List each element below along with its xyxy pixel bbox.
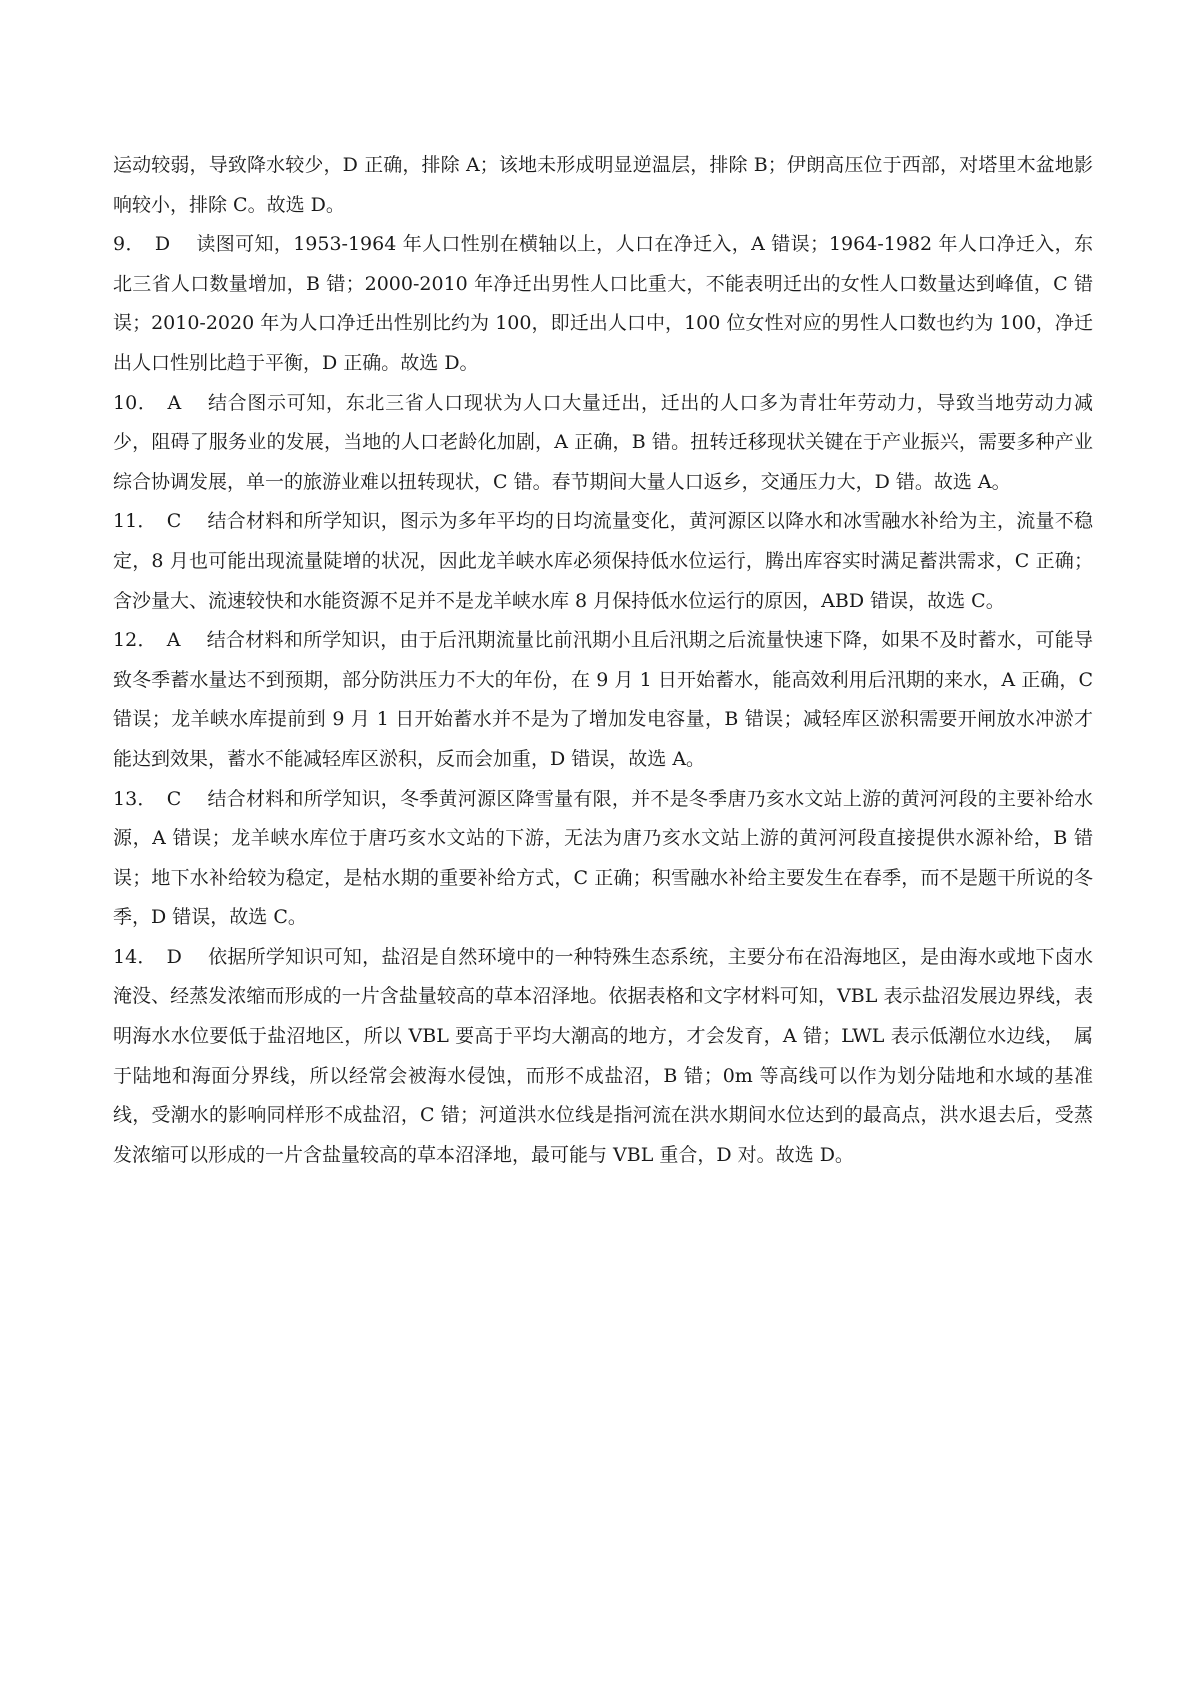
answer-letter: A [166,629,181,652]
answer-paragraph-13 [113,780,1093,938]
question-number: 12． [113,629,157,652]
answer-paragraph-11 [113,502,1093,621]
answer-letter: D [154,233,171,256]
answer-letter: C [166,787,182,810]
paragraph-text: 运动较弱，导致降水较少，D 正确，排除 A；该地未形成明显逆温层，排除 B；伊朗高压位于西部，对塔里木盆地影响较小，排除 C。故选 D。 [113,154,1093,216]
paragraph-continuation [113,146,1093,225]
document-page [113,146,1093,1175]
question-number: 11． [113,510,157,533]
answer-letter: C [166,510,182,533]
question-number: 10． [113,391,158,414]
question-number: 14． [113,945,157,968]
paragraph-text: 结合图示可知，东北三省人口现状为人口大量迁出，迁出的人口多为青壮年劳动力，导致当地劳动力减少，阻碍了服务业的发展，当地的人口老龄化加剧，A 正确，B 错。扭转迁移现状关键在于产业振兴，需要多种产业综合协调发展，单一的旅游业难以扭转现状，C 错。春节期间大量人口返乡，交通压力大，D 错。故选 A。 [113,391,1093,493]
answer-letter: A [167,391,182,414]
answer-paragraph-9 [113,225,1093,383]
paragraph-text: 结合材料和所学知识，冬季黄河源区降雪量有限，并不是冬季唐乃亥水文站上游的黄河河段的主要补给水源，A 错误；龙羊峡水库位于唐巧亥水文站的下游，无法为唐乃亥水文站上游的黄河河段直接提供水源补给，B 错误；地下水补给较为稳定，是枯水期的重要补给方式，C 正确；积雪融水补给主要发生在春季，而不是题干所说的冬季，D 错误，故选 C。 [113,787,1094,929]
answer-paragraph-10 [113,384,1093,503]
paragraph-text: 读图可知，1953-1964 年人口性别在横轴以上，人口在净迁入，A 错误；1964-1982 年人口净迁入，东北三省人口数量增加，B 错；2000-2010 年净迁出男性人口比重大，不能表明迁出的女性人口数量达到峰值，C 错误；2010-2020 年为人口净迁出性别比约为 100，即迁出人口中，100 位女性对应的男性人口数也约为 100，净迁出人口性别比趋于平衡，D 正确。故选 D。 [113,233,1093,374]
paragraph-text: 结合材料和所学知识，图示为多年平均的日均流量变化，黄河源区以降水和冰雪融水补给为主，流量不稳定，8 月也可能出现流量陡增的状况，因此龙羊峡水库必须保持低水位运行，腾出库容实时满足蓄洪需求，C 正确；含沙量大、流速较快和水能资源不足并不是龙羊峡水库 8 月保持低水位运行的原因，ABD 错误，故选 C。 [113,510,1093,612]
answer-letter: D [166,945,182,968]
question-number: 13． [113,787,157,810]
answer-paragraph-12 [113,621,1093,779]
question-number: 9． [113,233,145,256]
answer-paragraph-14 [113,938,1093,1176]
paragraph-text: 依据所学知识可知，盐沼是自然环境中的一种特殊生态系统，主要分布在沿海地区，是由海水或地下卤水淹没、经蒸发浓缩而形成的一片含盐量较高的草本沼泽地。依据表格和文字材料可知，VBL 表示盐沼发展边界线，表明海水水位要低于盐沼地区，所以 VBL 要高于平均大潮高的地方，才会发育，A 错；LWL 表示低潮位水边线， 属于陆地和海面分界线，所以经常会被海水侵蚀，而形不成盐沼，B 错；0m 等高线可以作为划分陆地和水域的基准线，受潮水的影响同样形不成盐沼，C 错；河道洪水位线是指河流在洪水期间水位达到的最高点，洪水退去后，受蒸发浓缩可以形成的一片含盐量较高的草本沼泽地，最可能与 VBL 重合，D 对。故选 D。 [113,945,1093,1166]
paragraph-text: 结合材料和所学知识，由于后汛期流量比前汛期小且后汛期之后流量快速下降，如果不及时蓄水，可能导致冬季蓄水量达不到预期，部分防洪压力不大的年份，在 9 月 1 日开始蓄水，能高效利用后汛期的来水，A 正确，C 错误；龙羊峡水库提前到 9 月 1 日开始蓄水并不是为了增加发电容量，B 错误；减轻库区淤积需要开闸放水冲淤才能达到效果，蓄水不能减轻库区淤积，反而会加重，D 错误，故选 A。 [113,629,1093,770]
